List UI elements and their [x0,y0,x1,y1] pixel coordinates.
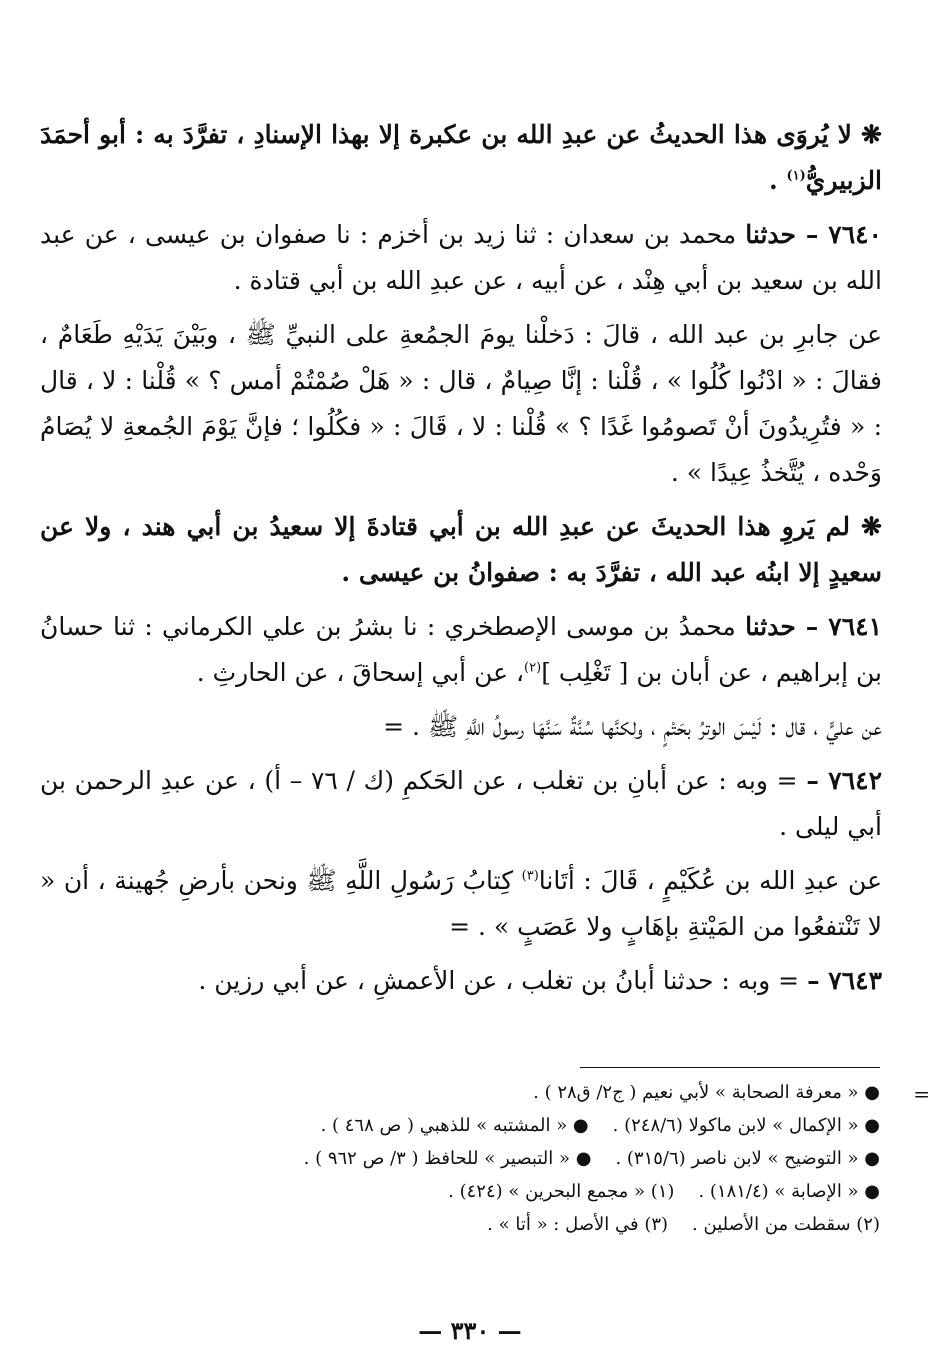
paragraph-text: محمدُ بن موسى الإصطخري : نا بشرُ بن علي الكرماني : ثنا حسانُ بن إبراهيم ، عن أبان بن [ تَغْلِب ] [40,612,882,687]
hadith-number: ٧٦٤٠ – [805,220,882,249]
footnote-item: ● « التبصير » للحافظ ( ٣/ ص ٩٦٢ ) . [303,1148,592,1169]
hadith-7642-matn [40,858,882,950]
footnote-item: ● « التوضيح » لابن ناصر (٣١٥/٦) . [615,1148,880,1169]
paragraph-text: لا يُروَى هذا الحديثُ عن عبدِ الله بن عكبرة إلا بهذا الإسنادِ ، تفرَّدَ به : أبو أحمَدَ الزبيريُّ [40,120,882,195]
paragraph-text: عن عبدِ الله بن عُكَيْمٍ ، قَالَ : أتَانا [538,866,882,895]
footnote-item: (٢) سقطت من الأصلين . [692,1214,880,1235]
footnotes [50,1076,880,1241]
hadith-number: ٧٦٤١ – [805,612,882,641]
footnote-item: (٣) في الأصل : « أتا » . [487,1214,669,1235]
hadith-number: ٧٦٤٢ – [806,766,882,795]
hadith-7640-isnad [40,212,882,304]
footnote-line [50,1076,880,1109]
paragraph-text: عن جابرِ بن عبد الله ، قالَ : دَخلْنا يومَ الجمُعةِ على النبيِّ ﷺ ، وبَيْنَ يَدَيْهِ طَعَامٌ ، فقالَ : « ادْنُوا كُلُوا » ، قُلْنا : إنَّا صِيامٌ ، قال : « هَلْ صُمْتُمْ أمس ؟ » قُلْنا : لا ، قال : « فتُرِيدُونَ أنْ تَصومُوا غَدًا ؟ » قُلْنا : لا ، قَالَ : « فكُلُوا ؛ فإنَّ يَوْمَ الجُمعةِ لا يُصَامُ وَحْده ، يُتَّخذُ عِيدًا » . [40,320,882,487]
hadith-7642-isnad [40,758,882,850]
paragraph-suffix: كِتابُ رَسُولِ اللَّهِ ﷺ ونحن بأرضِ جُهينة ، أن « لا تَنْتفعُوا من المَيْتةِ بإهَابٍ ولا عَصَبٍ » . = [40,866,882,941]
hadith-lead: حدثنا [745,612,806,641]
footnote-continuation-mark: = [913,1082,930,1106]
paragraph-text: محمد بن سعدان : ثنا زيد بن أخزم : نا صفوان بن عيسى ، عن عبد الله بن سعيد بن أبي هِنْد ، عن أبيه ، عن عبدِ الله بن أبي قتادة . [40,220,882,295]
paragraph-note-1 [40,112,882,204]
paragraph-text: لم يَروِ هذا الحديثَ عن عبدِ الله بن أبي قتادةَ إلا سعيدُ بن أبي هند ، ولا عن سعيدٍ إلا ابنُه عبد الله ، تفرَّدَ به : صفوانُ بن عيسى . [40,512,882,587]
hadith-7643-isnad [40,958,882,1004]
hadith-7641-matn [40,704,882,750]
hadith-number: ٧٦٤٣ – [807,966,882,995]
paragraph-text: = وبه : عن أبانِ بن تغلب ، عن الحَكمِ (ك / ٧٦ – أ) ، عن عبدِ الرحمن بن أبي ليلى . [40,766,882,841]
footnote-item: ● « معرفة الصحابة » لأبي نعيم ( ج٢/ ق٢٨ ) . [533,1082,880,1103]
footnote-line [50,1142,880,1175]
paragraph-note-2 [40,504,882,596]
footnote-line [50,1109,880,1142]
page-number: — ٣٣٠ — [418,1316,522,1345]
footnote-item: ● « المشتبه » للذهبي ( ص ٤٦٨ ) . [320,1115,589,1136]
footnote-ref: (١) [786,168,806,184]
hadith-lead: حدثنا [745,220,806,249]
paragraph-text: = وبه : حدثنا أبانُ بن تغلب ، عن الأعمشِ ، عن أبي رزين . [198,966,808,995]
footnote-line [50,1208,880,1241]
main-text [40,112,882,1004]
paragraph-suffix: . [769,166,787,195]
footnote-item: ● « الإصابة » (١٨١/٤) . [698,1181,880,1202]
paragraph-suffix: ، عن أبي إسحاقَ ، عن الحارثِ . [196,658,525,687]
footnote-ref: (٢) [524,660,542,676]
hadith-7640-matn [40,312,882,496]
footnote-divider [580,1067,880,1068]
footnote-line [50,1175,880,1208]
asterism-icon: ❋ [851,120,882,149]
paragraph-text: عن عليٍّ ، قال : لَيْسَ الوترُ بحَتْمٍ ، ولكنَّها سُنَّةٌ سَنَّهَا رسولُ اللَّهِ ﷺ . = [383,712,882,741]
footnote-item: ● « الإكمال » لابن ماكولا (٢٤٨/٦) . [612,1115,880,1136]
footnote-item: (١) « مجمع البحرين » (٤٢٤) . [448,1181,675,1202]
asterism-icon: ❋ [849,512,882,541]
hadith-7641-isnad [40,604,882,696]
footnote-ref: (٣) [521,868,539,884]
